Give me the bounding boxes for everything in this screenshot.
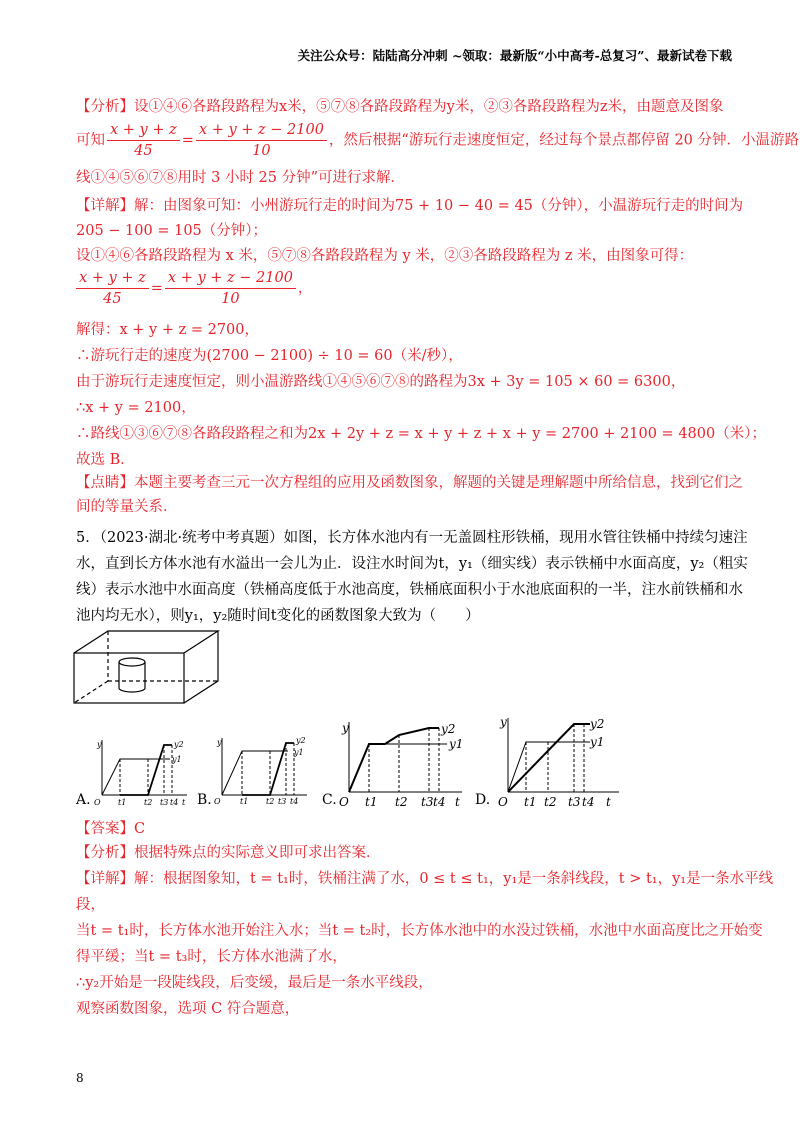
svg-text:O: O [339, 795, 349, 809]
analysis-formula-line: 可知 $\frac{x + y + z}{45}$ = $\frac{x + y + z - 2100}{10}$ ，然后根据“游玩行走速度恒定，经过每个景点都停留 20 分钟．小温游路 [76, 122, 800, 159]
svg-text:t: t [182, 798, 186, 807]
svg-text:t2: t2 [544, 795, 557, 809]
cuboid-figure [70, 628, 220, 708]
answer-line-1: 【答案】C [76, 821, 146, 837]
option-a-label: A. [76, 792, 91, 808]
svg-text:y: y [97, 740, 102, 749]
svg-text:y2: y2 [590, 717, 605, 731]
question-line-2: 水，直到长方体水池有水溢出一会儿为止．设注水时间为t，y₁（细实线）表示铁桶中水面高度，y₂（粗实 [76, 556, 748, 572]
svg-text:y: y [500, 715, 507, 729]
svg-text:y: y [217, 738, 222, 747]
svg-text:y1: y1 [172, 755, 182, 764]
detail-line-9: ∴路线①③⑥⑦⑧各路段路程之和为2x + 2y + z = x + y + z + x + y = 2700 + 2100 = 4800（米）； [76, 426, 766, 442]
svg-text:y2: y2 [296, 736, 306, 745]
point-line-2: 间的等量关系． [76, 499, 178, 515]
svg-text:t: t [455, 795, 460, 809]
option-c-label: C. [322, 792, 337, 808]
svg-text:t3: t3 [160, 798, 169, 807]
graph-d [494, 712, 634, 810]
detail-line-1: 【详解】解：由图象可知：小州游玩行走的时间为75 + 10 − 40 = 45（分钟），小温游玩行走的时间为 [76, 198, 744, 214]
fraction-4: $\frac{x + y + z - 2100}{10}$ [165, 268, 296, 309]
question-line-4: 池内均无水），则y₁，y₂随时间t变化的函数图象大致为（ ） [76, 608, 480, 624]
detail-formula-line: $\frac{x + y + z}{45}$ = $\frac{x + y + z - 2100}{10}$ ， [76, 268, 312, 309]
answer-line-2: 【分析】根据特殊点的实际意义即可求出答案． [76, 845, 381, 861]
svg-text:t3: t3 [278, 797, 287, 806]
svg-text:O: O [214, 797, 221, 806]
svg-text:t4: t4 [170, 798, 179, 807]
detail-line-6: ∴游玩行走的速度为(2700 − 2100) ÷ 10 = 60（米/秒）， [76, 348, 463, 364]
point-line-1: 【点睛】本题主要考查三元一次方程组的应用及函数图象，解题的关键是理解题中所给信息，找到它们之 [76, 475, 743, 491]
svg-text:t1: t1 [240, 797, 249, 806]
detail-line-3: 设①④⑥各路段路程为 x 米，⑤⑦⑧各路段路程为 y 米，②③各路段路程为 z 米，由图象可得： [76, 248, 694, 264]
svg-text:O: O [498, 795, 508, 809]
detail-line-8: ∴x + y = 2100， [76, 400, 196, 416]
svg-text:t2: t2 [144, 798, 153, 807]
option-d-label: D. [475, 792, 491, 808]
svg-text:t3: t3 [421, 795, 434, 809]
svg-text:O: O [94, 798, 101, 807]
analysis-line-1: 【分析】设①④⑥各路段路程为x米，⑤⑦⑧各路段路程为y米，②③各路段路程为z米，由题意及图象 [76, 99, 724, 115]
svg-text:t1: t1 [524, 795, 537, 809]
svg-text:t4: t4 [433, 795, 446, 809]
svg-text:t2: t2 [266, 797, 275, 806]
answer-line-8: 观察函数图象，选项 C 符合题意， [76, 1001, 300, 1017]
detail-line-10: 故选 B． [76, 452, 135, 468]
svg-text:y1: y1 [294, 748, 304, 757]
option-b-label: B. [197, 792, 212, 808]
answer-line-7: ∴y₂开始是一段陡线段，后变缓，最后是一条水平线段， [76, 975, 433, 991]
graph-a [92, 735, 192, 810]
svg-text:t4: t4 [582, 795, 595, 809]
svg-text:y1: y1 [590, 735, 605, 749]
svg-text:y: y [342, 721, 349, 735]
page-header: 关注公众号：陆陆高分冲刺 ~领取：最新版“小中高考-总复习”、最新试卷下载 [297, 48, 732, 63]
svg-text:t4: t4 [290, 797, 299, 806]
question-line-1: 5．（2023·湖北·统考中考真题）如图，长方体水池内有一无盖圆柱形铁桶，现用水管往铁桶中持续匀速注 [76, 530, 748, 546]
detail-line-2: 205 − 100 = 105（分钟）； [76, 223, 268, 239]
analysis-line-3: 线①④⑤⑥⑦⑧用时 3 小时 25 分钟”可进行求解． [76, 170, 406, 186]
answer-line-4: 段， [76, 897, 105, 913]
svg-text:t: t [606, 795, 611, 809]
svg-text:y2: y2 [441, 722, 456, 736]
question-line-3: 线）表示水池中水面高度（铁桶高度低于水池高度，铁桶底面积小于水池底面积的一半，注水前铁桶和水 [76, 582, 743, 598]
svg-text:t1: t1 [118, 798, 127, 807]
svg-text:y2: y2 [174, 740, 184, 749]
fraction-1: $\frac{x + y + z}{45}$ [107, 120, 180, 161]
svg-text:t1: t1 [365, 795, 378, 809]
answer-line-5: 当t = t₁时，长方体水池开始注入水；当t = t₂时，长方体水池中的水没过铁桶，水池中水面高度比之开始变 [76, 923, 763, 939]
answer-line-3: 【详解】解：根据图象知，t = t₁时，铁桶注满了水，0 ≤ t ≤ t₁，y₁是一条斜线段，t > t₁，y₁是一条水平线 [76, 871, 774, 887]
answer-line-6: 得平缓；当t = t₃时，长方体水池满了水， [76, 949, 347, 965]
svg-text:t3: t3 [568, 795, 581, 809]
fraction-2: $\frac{x + y + z - 2100}{10}$ [196, 120, 327, 161]
svg-text:y1: y1 [449, 737, 464, 751]
page-number: 8 [76, 1071, 84, 1085]
graph-b [212, 733, 312, 808]
svg-text:t2: t2 [395, 795, 408, 809]
detail-line-5: 解得：x + y + z = 2700， [76, 322, 260, 338]
fraction-3: $\frac{x + y + z}{45}$ [76, 268, 149, 309]
detail-line-7: 由于游玩行走速度恒定，则小温游路线①④⑤⑥⑦⑧的路程为3x + 3y = 105 × 60 = 6300， [76, 374, 686, 390]
graph-c [337, 718, 477, 810]
